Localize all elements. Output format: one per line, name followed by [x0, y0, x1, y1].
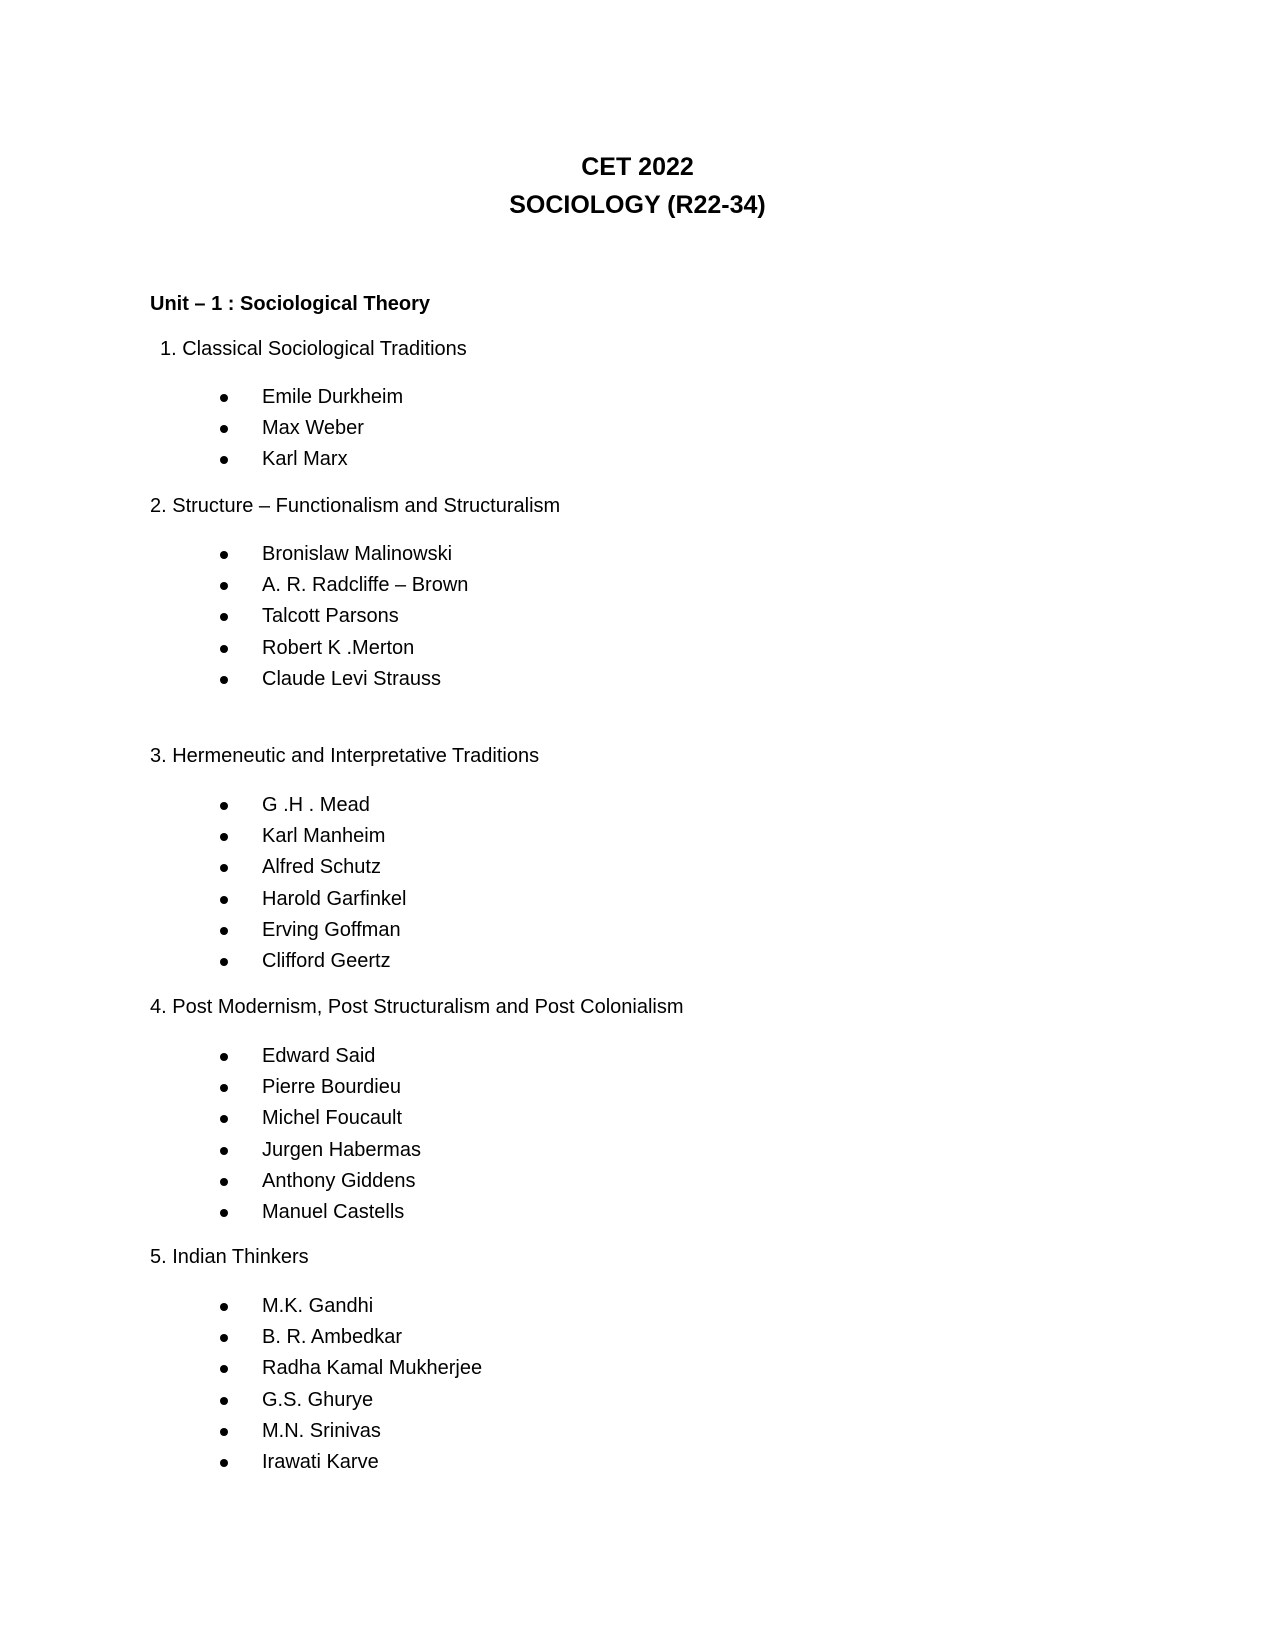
list-item-text: Alfred Schutz: [262, 856, 381, 879]
list-item-text: Robert K .Merton: [262, 636, 415, 659]
unit-heading: Unit – 1 : Sociological Theory: [150, 293, 431, 315]
list-item-text: Edward Said: [262, 1045, 376, 1067]
list-item-text: Karl Manheim: [262, 825, 386, 848]
bullet-icon: [220, 802, 228, 810]
list-item-text: Michel Foucault: [262, 1107, 403, 1130]
list-item-text: Jurgen Habermas: [262, 1138, 421, 1161]
bullet-icon: [220, 1053, 228, 1061]
bullet-icon: [220, 456, 228, 464]
list-item-text: Claude Levi Strauss: [262, 667, 441, 690]
bullet-icon: [220, 1115, 228, 1123]
list-item-text: Anthony Giddens: [262, 1169, 416, 1192]
list-item-text: G .H . Mead: [262, 794, 370, 816]
list-item-text: Manuel Castells: [262, 1201, 405, 1223]
bullet-icon: [220, 1147, 228, 1155]
document-title: CET 2022: [581, 153, 694, 181]
list-item-text: Emile Durkheim: [262, 386, 404, 408]
list-item-text: B. R. Ambedkar: [262, 1326, 403, 1349]
bullet-icon: [220, 1459, 228, 1467]
bullet-icon: [220, 1334, 228, 1342]
bullet-icon: [220, 896, 228, 904]
bullet-icon: [220, 833, 228, 841]
bullet-icon: [220, 645, 228, 653]
section-heading: 3. Hermeneutic and Interpretative Traditions: [150, 745, 540, 767]
bullet-icon: [220, 1365, 228, 1373]
bullet-icon: [220, 582, 228, 590]
list-item-text: A. R. Radcliffe – Brown: [262, 574, 469, 597]
bullet-icon: [220, 425, 228, 433]
list-item-text: Erving Goffman: [262, 918, 401, 941]
bullet-icon: [220, 1084, 228, 1092]
bullet-icon: [220, 676, 228, 684]
list-item-text: G.S. Ghurye: [262, 1388, 374, 1411]
section-heading: 2. Structure – Functionalism and Structuralism: [150, 495, 561, 517]
list-item-text: Harold Garfinkel: [262, 887, 407, 910]
list-item-text: M.N. Srinivas: [262, 1419, 381, 1442]
bullet-icon: [220, 1303, 228, 1311]
list-item-text: Irawati Karve: [262, 1451, 379, 1473]
bullet-icon: [220, 927, 228, 935]
list-item-text: M.K. Gandhi: [262, 1295, 374, 1317]
bullet-icon: [220, 1178, 228, 1186]
document-subtitle: SOCIOLOGY (R22-34): [509, 191, 766, 219]
section-heading: 1. Classical Sociological Traditions: [160, 338, 467, 360]
list-item-text: Radha Kamal Mukherjee: [262, 1357, 483, 1380]
section-heading: 4. Post Modernism, Post Structuralism and Post Colonialism: [150, 996, 684, 1018]
bullet-icon: [220, 864, 228, 872]
list-item-text: Max Weber: [262, 417, 364, 440]
bullet-icon: [220, 551, 228, 559]
list-item-text: Pierre Bourdieu: [262, 1076, 401, 1099]
bullet-icon: [220, 613, 228, 621]
bullet-icon: [220, 1209, 228, 1217]
bullet-icon: [220, 958, 228, 966]
list-item-text: Clifford Geertz: [262, 950, 391, 972]
list-item-text: Bronislaw Malinowski: [262, 543, 453, 565]
list-item-text: Talcott Parsons: [262, 605, 399, 628]
list-item-text: Karl Marx: [262, 448, 348, 471]
bullet-icon: [220, 1397, 228, 1405]
section-heading: 5. Indian Thinkers: [150, 1246, 309, 1268]
bullet-icon: [220, 394, 228, 402]
bullet-icon: [220, 1428, 228, 1436]
